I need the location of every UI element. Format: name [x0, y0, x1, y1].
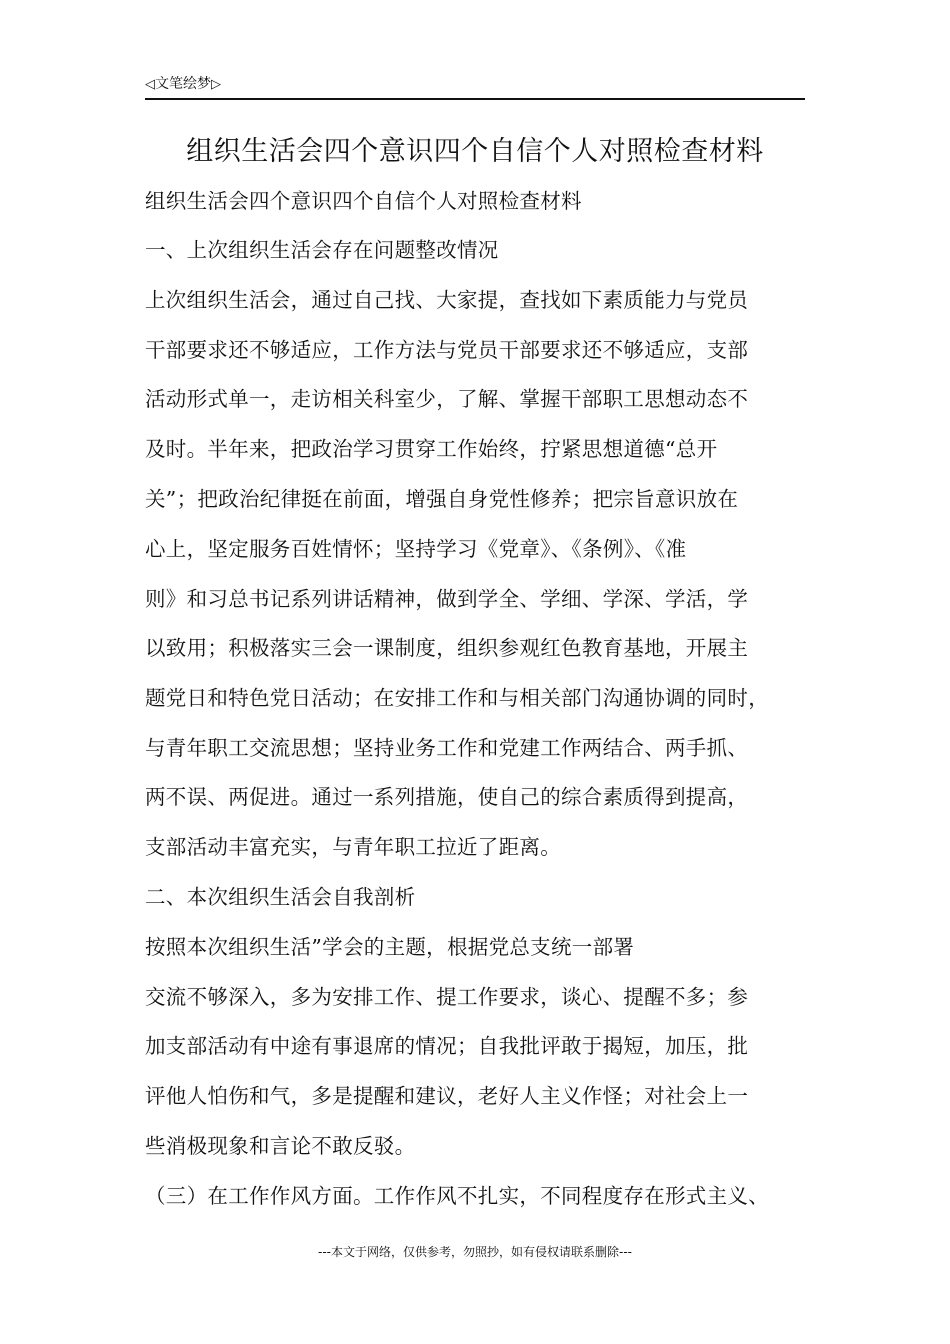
- left-triangle-icon: ◁: [145, 77, 155, 92]
- body-line: 题党日和特色党日活动；在安排工作和与相关部门沟通协调的同时，: [145, 686, 769, 710]
- right-triangle-icon: ▷: [211, 77, 221, 92]
- body-line: 则》和习总书记系列讲话精神，做到学全、学细、学深、学活，学: [145, 587, 749, 611]
- body-line: 交流不够深入，多为安排工作、提工作要求，谈心、提醒不多；参: [145, 985, 749, 1009]
- body-line: 评他人怕伤和气，多是提醒和建议，老好人主义作怪；对社会上一: [145, 1084, 749, 1108]
- body-line: 心上，坚定服务百姓情怀；坚持学习《党章》、《条例》、《准: [145, 537, 687, 561]
- body-line: 活动形式单一，走访相关科室少，了解、掌握干部职工思想动态不: [145, 387, 749, 411]
- body-line: 与青年职工交流思想；坚持业务工作和党建工作两结合、两手抓、: [145, 736, 749, 760]
- body-line: 干部要求还不够适应，工作方法与党员干部要求还不够适应，支部: [145, 338, 749, 362]
- body-line: 些消极现象和言论不敢反驳。: [145, 1134, 416, 1158]
- section-heading-1: 一、上次组织生活会存在问题整改情况: [145, 238, 499, 262]
- body-line: 上次组织生活会，通过自己找、大家提，查找如下素质能力与党员: [145, 288, 749, 312]
- body-line-subtitle: 组织生活会四个意识四个自信个人对照检查材料: [145, 189, 582, 213]
- body-line: 两不误、两促进。通过一系列措施，使自己的综合素质得到提高，: [145, 785, 749, 809]
- body-line: 以致用；积极落实三会一课制度，组织参观红色教育基地，开展主: [145, 636, 749, 660]
- header-brand: 文笔绘梦: [155, 76, 211, 92]
- page-footer-disclaimer: ---本文于网络，仅供参考，勿照抄，如有侵权请联系删除---: [318, 1245, 632, 1259]
- page-header: [145, 74, 805, 100]
- body-line: 加支部活动有中途有事退席的情况；自我批评敢于揭短，加压，批: [145, 1034, 749, 1058]
- section-heading-2: 二、本次组织生活会自我剖析: [145, 885, 416, 909]
- body-line: 关”；把政治纪律挺在前面，增强自身党性修养；把宗旨意识放在: [145, 487, 739, 511]
- body-line: （三）在工作作风方面。工作作风不扎实，不同程度存在形式主义、: [145, 1184, 769, 1208]
- body-line: 按照本次组织生活”学会的主题，根据党总支统一部署: [145, 935, 635, 959]
- document-title: 组织生活会四个意识四个自信个人对照检查材料: [186, 136, 764, 167]
- body-line: 及时。半年来，把政治学习贯穿工作始终，拧紧思想道德“总开: [145, 437, 718, 461]
- body-line: 支部活动丰富充实，与青年职工拉近了距离。: [145, 835, 561, 859]
